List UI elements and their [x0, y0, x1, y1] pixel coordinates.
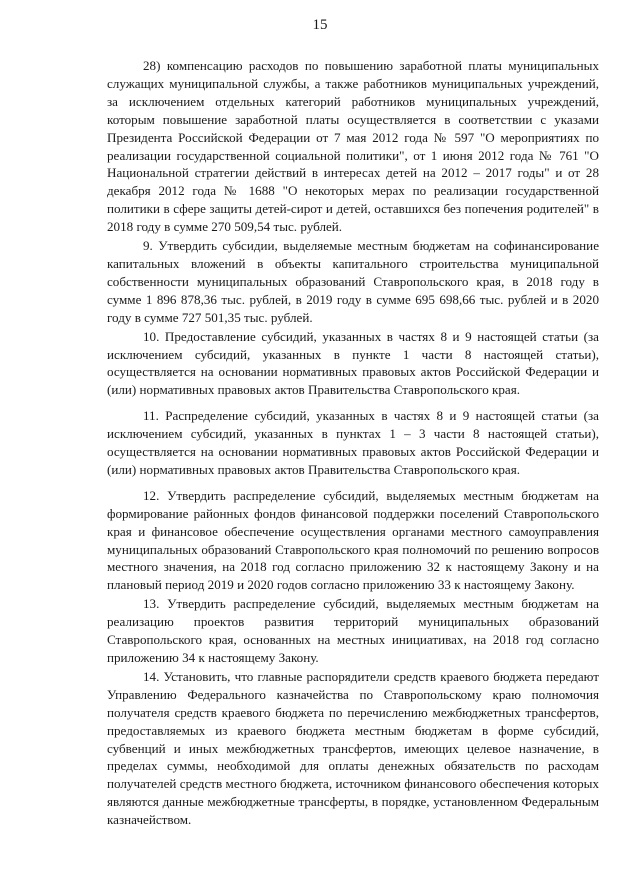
- paragraph-section-13: 13. Утвердить распределение субсидий, выделяемых местным бюджетам на реализацию проектов развития территорий муниципальных образований Ставропольского края, основанных на местных инициативах, на 2018 год согласно приложению 34 к настоящему Закону.: [107, 596, 599, 665]
- paragraph-section-12: 12. Утвердить распределение субсидий, выделяемых местным бюджетам на формирование районных фондов финансовой поддержки поселений Ставропольского края и финансовое обеспечение осуществления органами местного самоуправления муниципальных образований Ставропольского края полномочий по решению вопросов местного значения, на 2018 год согласно приложению 32 к настоящему Закону и на плановый период 2019 и 2020 годов согласно приложению 33 к настоящему Закону.: [107, 487, 599, 593]
- paragraph-section-11: 11. Распределение субсидий, указанных в частях 8 и 9 настоящей статьи (за исключением субсидий, указанных в пунктах 1 – 3 части 8 настоящей статьи), осуществляется на основании нормативных правовых актов Российской Федерации и (или) нормативных правовых актов Правительства Ставропольского края.: [107, 408, 599, 477]
- paragraph-section-14: 14. Установить, что главные распорядители средств краевого бюджета передают Управлению Федерального казначейства по Ставропольскому краю полномочия получателя средств краевого бюджета по перечислению межбюджетных трансфертов, предоставляемых из краевого бюджета местным бюджетам в форме субсидий, субвенций и иных межбюджетных трансфертов, имеющих целевое назначение, в пределах суммы, необходимой для оплаты денежных обязательств по расходам получателей средств местного бюджета, источником финансового обеспечения которых являются данные межбюджетные трансферты, в порядке, установленном Федеральным казначейством.: [107, 668, 599, 828]
- page-number: 15: [312, 17, 328, 33]
- paragraph-section-9: 9. Утвердить субсидии, выделяемые местным бюджетам на софинансирование капитальных вложений в объекты капитального строительства муниципальной собственности муниципальных образований Ставропольского края, в 2018 году в сумме 1 896 878,36 тыс. рублей, в 2019 году в сумме 695 698,66 тыс. рублей и в 2020 году в сумме 727 501,35 тыс. рублей.: [107, 238, 599, 325]
- document-body: [107, 57, 599, 829]
- paragraph-item-28: 28) компенсацию расходов по повышению заработной платы муниципальных служащих муниципальной службы, а также работников муниципальных учреждений, за исключением отдельных категорий работников муниципальных учреждений, которым повышение заработной платы осуществляется в соответствии с указами Президента Российской Федерации от 7 мая 2012 года № 597 "О мероприятиях по реализации государственной социальной политики", от 1 июня 2012 года № 761 "О Национальной стратегии действий в интересах детей на 2012 – 2017 годы" и от 28 декабря 2012 года № 1688 "О некоторых мерах по реализации государственной политики в сфере защиты детей-сирот и детей, оставшихся без попечения родителей" в 2018 году в сумме 270 509,54 тыс. рублей.: [107, 58, 599, 235]
- paragraph-section-10: 10. Предоставление субсидий, указанных в частях 8 и 9 настоящей статьи (за исключением субсидий, указанных в пункте 1 части 8 настоящей статьи), осуществляется на основании нормативных правовых актов Российской Федерации и (или) нормативных правовых актов Правительства Ставропольского края.: [107, 328, 599, 398]
